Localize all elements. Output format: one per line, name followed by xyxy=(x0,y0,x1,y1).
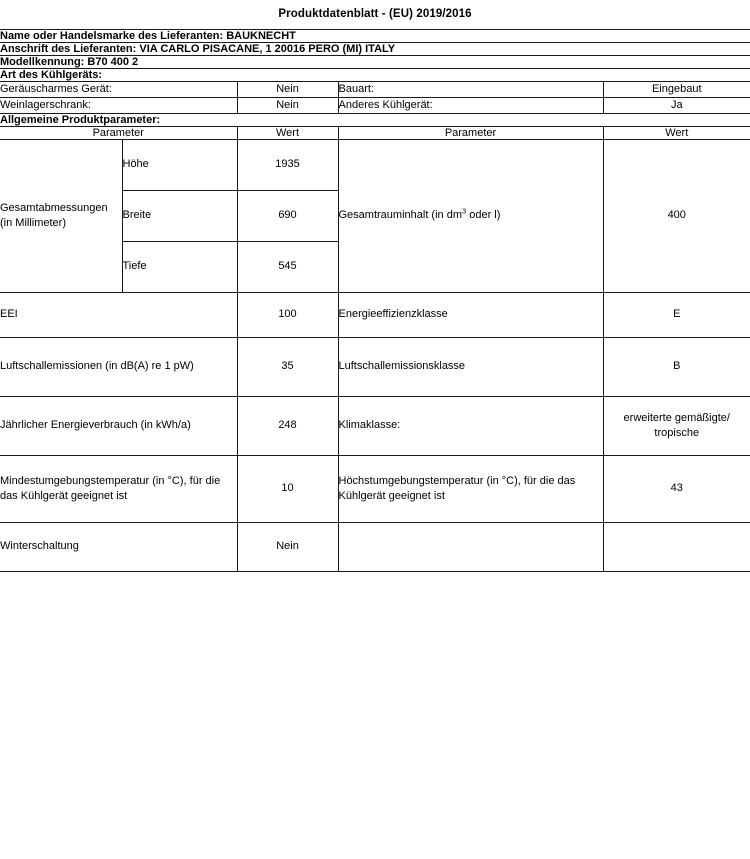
table-row xyxy=(0,82,750,98)
wine-storage-value: Nein xyxy=(237,97,338,113)
overall-dimensions-label: Gesamtabmessungen (in Millimeter) xyxy=(0,139,122,292)
low-noise-label: Geräuscharmes Gerät: xyxy=(0,82,237,98)
header-parameter-right: Parameter xyxy=(338,126,603,139)
supplier-address-row xyxy=(0,43,750,56)
climate-class-label: Klimaklasse: xyxy=(338,396,603,455)
supplier-name-text: Name oder Handelsmarke des Lieferanten: BAUKNECHT xyxy=(0,30,750,43)
model-identifier-row xyxy=(0,56,750,69)
climate-class-value: erweiterte gemäßigte/ tropische xyxy=(603,396,750,455)
winter-setting-label: Winterschaltung xyxy=(0,522,237,571)
noise-emission-value: 35 xyxy=(237,337,338,396)
eei-label: EEI xyxy=(0,292,237,337)
dimension-width-value: 690 xyxy=(237,190,338,241)
header-value-left: Wert xyxy=(237,126,338,139)
product-fiche-table xyxy=(0,29,750,572)
winter-setting-empty-label xyxy=(338,522,603,571)
total-volume-label-suffix: oder l) xyxy=(466,209,501,222)
annual-energy-value: 248 xyxy=(237,396,338,455)
parameter-header-row xyxy=(0,126,750,139)
header-parameter-left: Parameter xyxy=(0,126,237,139)
construction-type-label: Bauart: xyxy=(338,82,603,98)
low-noise-value: Nein xyxy=(237,82,338,98)
wine-storage-label: Weinlagerschrank: xyxy=(0,97,237,113)
min-ambient-temp-label: Mindestumgebungstemperatur (in °C), für die das Kühlgerät geeignet ist xyxy=(0,455,237,522)
max-ambient-temp-label: Höchstumgebungstemperatur (in °C), für die das Kühlgerät geeignet ist xyxy=(338,455,603,522)
section-general-parameters-row xyxy=(0,113,750,126)
supplier-name-row xyxy=(0,30,750,43)
table-row xyxy=(0,337,750,396)
other-appliance-value: Ja xyxy=(603,97,750,113)
energy-efficiency-class-label: Energieeffizienzklasse xyxy=(338,292,603,337)
dimension-height-label: Höhe xyxy=(122,139,237,190)
total-volume-value: 400 xyxy=(603,139,750,292)
table-row xyxy=(0,522,750,571)
dimension-depth-value: 545 xyxy=(237,241,338,292)
header-value-right: Wert xyxy=(603,126,750,139)
table-row xyxy=(0,455,750,522)
table-row-dimension-height xyxy=(0,139,750,190)
dimension-depth-label: Tiefe xyxy=(122,241,237,292)
page-title: Produktdatenblatt - (EU) 2019/2016 xyxy=(278,8,472,20)
dimension-height-value: 1935 xyxy=(237,139,338,190)
model-identifier-text: Modellkennung: B70 400 2 xyxy=(0,56,750,69)
annual-energy-label: Jährlicher Energieverbrauch (in kWh/a) xyxy=(0,396,237,455)
winter-setting-value: Nein xyxy=(237,522,338,571)
construction-type-value: Eingebaut xyxy=(603,82,750,98)
energy-efficiency-class-value: E xyxy=(603,292,750,337)
dimension-width-label: Breite xyxy=(122,190,237,241)
section-appliance-type-row xyxy=(0,69,750,82)
total-volume-label xyxy=(338,139,603,292)
total-volume-label-exponent: 3 xyxy=(462,206,467,216)
noise-class-value: B xyxy=(603,337,750,396)
supplier-address-text: Anschrift des Lieferanten: VIA CARLO PISACANE, 1 20016 PERO (MI) ITALY xyxy=(0,43,750,56)
max-ambient-temp-value: 43 xyxy=(603,455,750,522)
section-general-parameters-text: Allgemeine Produktparameter: xyxy=(0,113,750,126)
section-appliance-type-text: Art des Kühlgeräts: xyxy=(0,69,750,82)
noise-class-label: Luftschallemissionsklasse xyxy=(338,337,603,396)
min-ambient-temp-value: 10 xyxy=(237,455,338,522)
winter-setting-empty-value xyxy=(603,522,750,571)
total-volume-label-prefix: Gesamtrauminhalt (in dm xyxy=(338,209,462,222)
table-row xyxy=(0,97,750,113)
table-row xyxy=(0,396,750,455)
other-appliance-label: Anderes Kühlgerät: xyxy=(338,97,603,113)
eei-value: 100 xyxy=(237,292,338,337)
table-row xyxy=(0,292,750,337)
noise-emission-label: Luftschallemissionen (in dB(A) re 1 pW) xyxy=(0,337,237,396)
